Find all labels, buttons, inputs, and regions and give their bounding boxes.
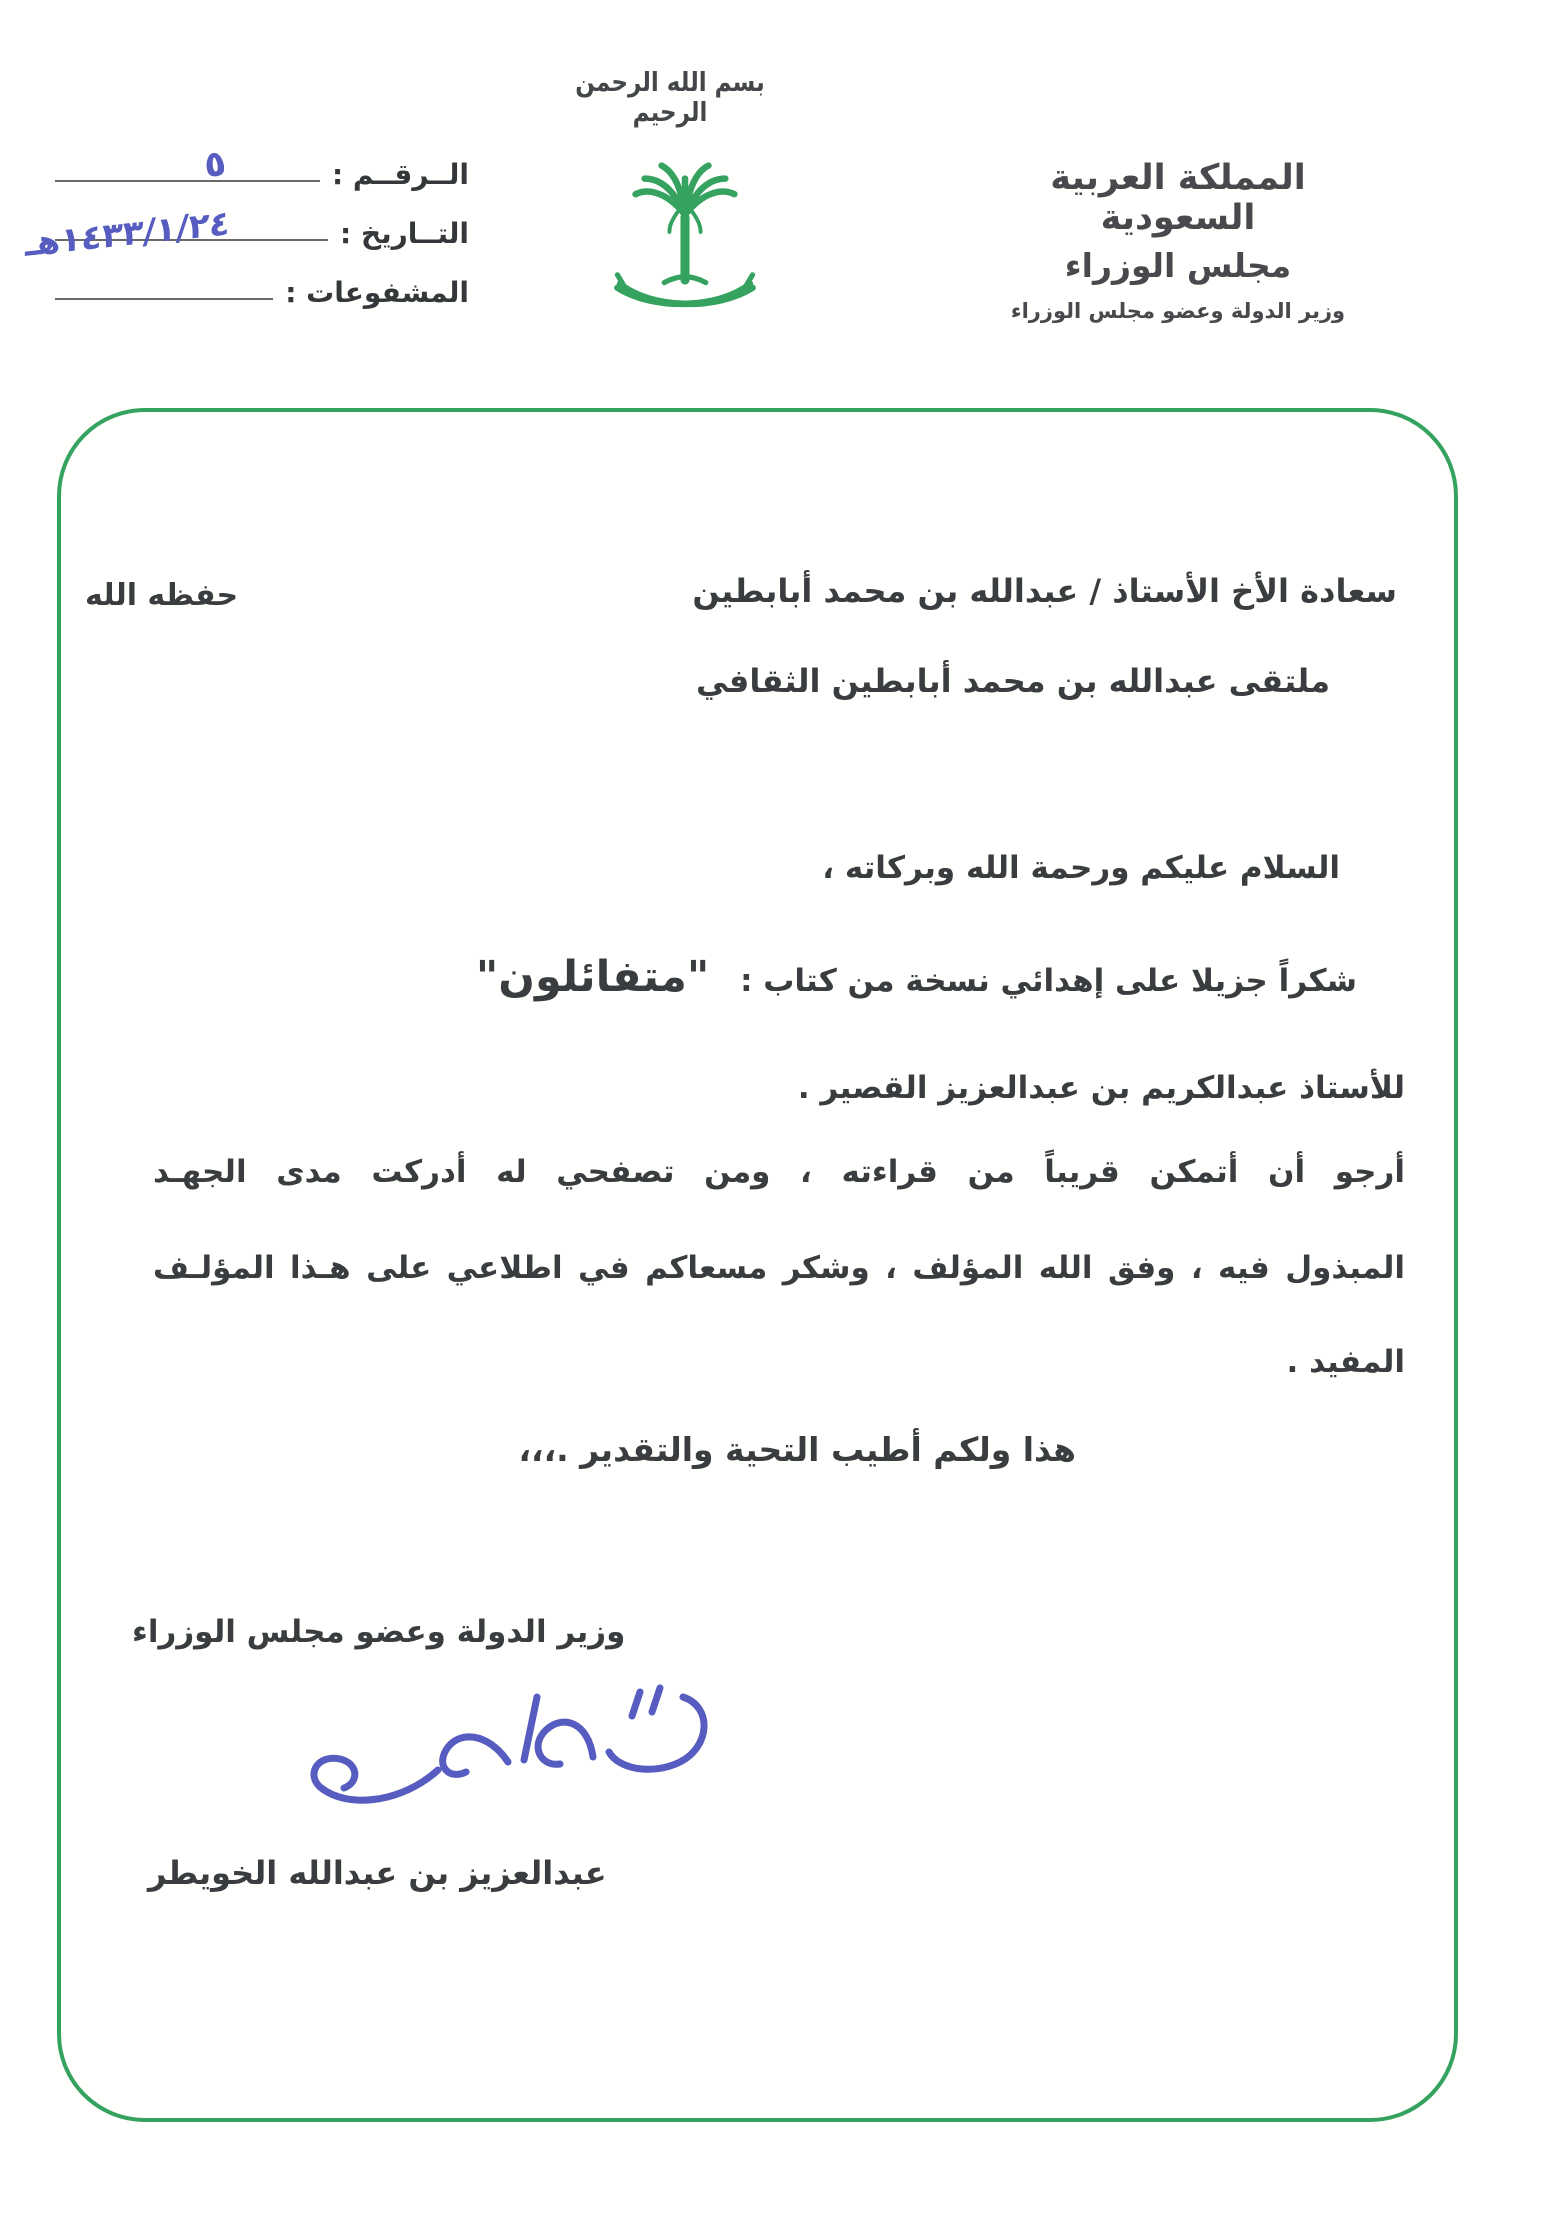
bismillah-calligraphy: بسم الله الرحمن الرحيم	[575, 68, 765, 128]
council-of-ministers-title: مجلس الوزراء	[1064, 246, 1292, 285]
attachments-label: المشفوعات :	[285, 276, 469, 309]
handwritten-number-value: ٥	[201, 142, 229, 187]
minister-of-state-title: وزير الدولة وعضو مجلس الوزراء	[1010, 299, 1346, 323]
author-line: للأستاذ عبدالكريم بن عبدالعزيز القصير .	[797, 1070, 1405, 1106]
thanks-line	[476, 952, 1357, 1002]
salutation-line: السلام عليكم ورحمة الله وبركاته ،	[822, 850, 1340, 886]
number-field-row	[39, 158, 469, 191]
thanks-prefix: شكراً جزيلا على إهدائي نسخة من كتاب :	[740, 963, 1357, 999]
addressee-organization: ملتقى عبدالله بن محمد أبابطين الثقافي	[696, 662, 1330, 700]
body-line-1: أرجو أن أتمكن قريباً من قراءته ، ومن تصفحي له أدركت مدى الجهـد	[153, 1154, 1405, 1190]
kingdom-title: المملكة العربية السعودية	[1050, 158, 1306, 238]
attachments-blank-line	[55, 298, 273, 300]
blessing-text: حفظه الله	[85, 578, 239, 613]
book-title: "متفائلون"	[475, 952, 710, 1002]
body-line-3: المفيد .	[1286, 1344, 1405, 1380]
body-line-2: المبذول فيه ، وفق الله المؤلف ، وشكر مسعاكم في اطلاعي على هـذا المؤلـف	[153, 1250, 1405, 1286]
handwritten-signature-icon	[288, 1662, 738, 1851]
attachments-field-row	[39, 276, 469, 309]
date-label: التــاريخ :	[340, 217, 469, 250]
number-blank-line	[55, 180, 320, 182]
signatory-title: وزير الدولة وعضو مجلس الوزراء	[132, 1614, 626, 1650]
saudi-palm-swords-emblem-icon	[600, 150, 770, 349]
letterhead-block	[988, 158, 1368, 323]
closing-line: هذا ولكم أطيب التحية والتقدير .،،،	[518, 1430, 1076, 1469]
meta-fields-block	[24, 142, 469, 335]
signatory-name: عبدالعزيز بن عبدالله الخويطر	[148, 1854, 607, 1892]
handwritten-date-value: ١٤٣٣/١/٢٤هـ	[24, 203, 231, 265]
addressee-line: سعادة الأخ الأستاذ / عبدالله بن محمد أبابطين	[692, 572, 1397, 610]
number-label: الــرقــم :	[331, 158, 469, 191]
